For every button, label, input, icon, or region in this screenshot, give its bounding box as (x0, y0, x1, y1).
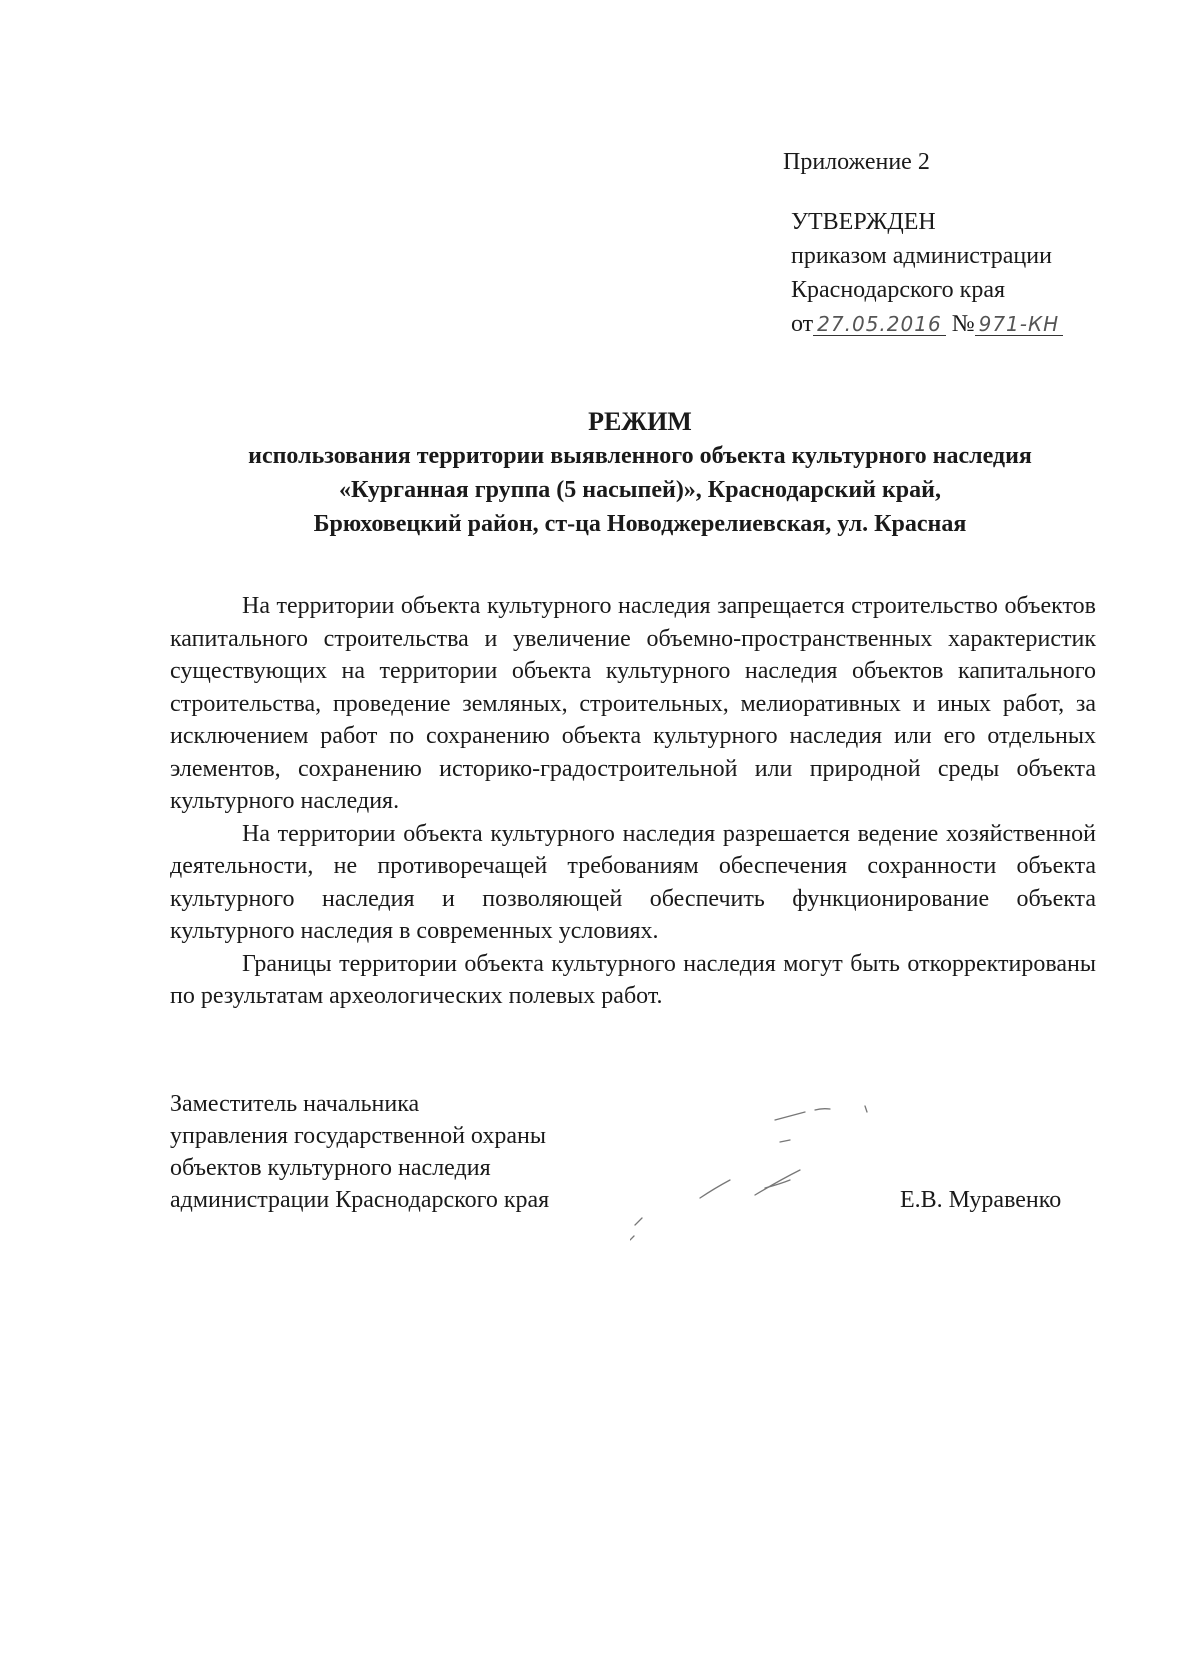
handwritten-date: 27.05.2016 (813, 313, 946, 336)
handwritten-signature (630, 1100, 920, 1250)
region-label: Краснодарского края (791, 277, 1006, 303)
approval-stamp (791, 205, 1063, 341)
approval-block (783, 145, 1063, 341)
body-paragraph-1: На территории объекта культурного наследия запрещается строительство объектов капитального строительства и увеличение объемно-пространственных характеристик существующих на территории объекта культурного наследия объектов капитального строительства, проведение земляных, строительных, мелиоративных и иных работ, за исключением работ по сохранению объекта культурного наследия или его отдельных элементов, сохранению историко-градостроительной или природной среды объекта культурного наследия. (170, 593, 1096, 814)
position-line-1: Заместитель начальника (170, 1091, 420, 1117)
signatory-position (170, 1088, 549, 1216)
date-number-line (791, 307, 1063, 341)
position-line-4: администрации Краснодарского края (170, 1187, 550, 1213)
number-sign: № (951, 311, 975, 337)
body-paragraph-3: Границы территории объекта культурного наследия могут быть откорректированы по результатам археологических полевых работ. (170, 950, 1096, 1009)
position-line-2: управления государственной охраны (170, 1123, 546, 1149)
document-body (170, 590, 1096, 1013)
date-prefix: от (791, 311, 814, 337)
handwritten-number: 971-КН (975, 313, 1064, 336)
body-paragraph-2: На территории объекта культурного наследия разрешается ведение хозяйственной деятельности, не противоречащей требованиям обеспечения сохранности объекта культурного наследия и позволяющей обеспечить функционирование объекта культурного наследия в современных условиях. (170, 820, 1096, 944)
title-line-1: использования территории выявленного объекта культурного наследия (248, 443, 1032, 469)
signatory-name: Е.В. Муравенко (900, 1187, 1062, 1213)
position-line-3: объектов культурного наследия (170, 1155, 491, 1181)
document-title (110, 405, 1170, 541)
title-heading: РЕЖИМ (588, 407, 692, 436)
order-label: приказом администрации (791, 243, 1052, 269)
approved-label: УТВЕРЖДЕН (791, 209, 936, 235)
title-line-2: «Курганная группа (5 насыпей)», Краснодарский край, (339, 477, 941, 503)
title-line-3: Брюховецкий район, ст-ца Новоджерелиевская, ул. Красная (313, 511, 967, 537)
appendix-label: Приложение 2 (783, 149, 930, 175)
